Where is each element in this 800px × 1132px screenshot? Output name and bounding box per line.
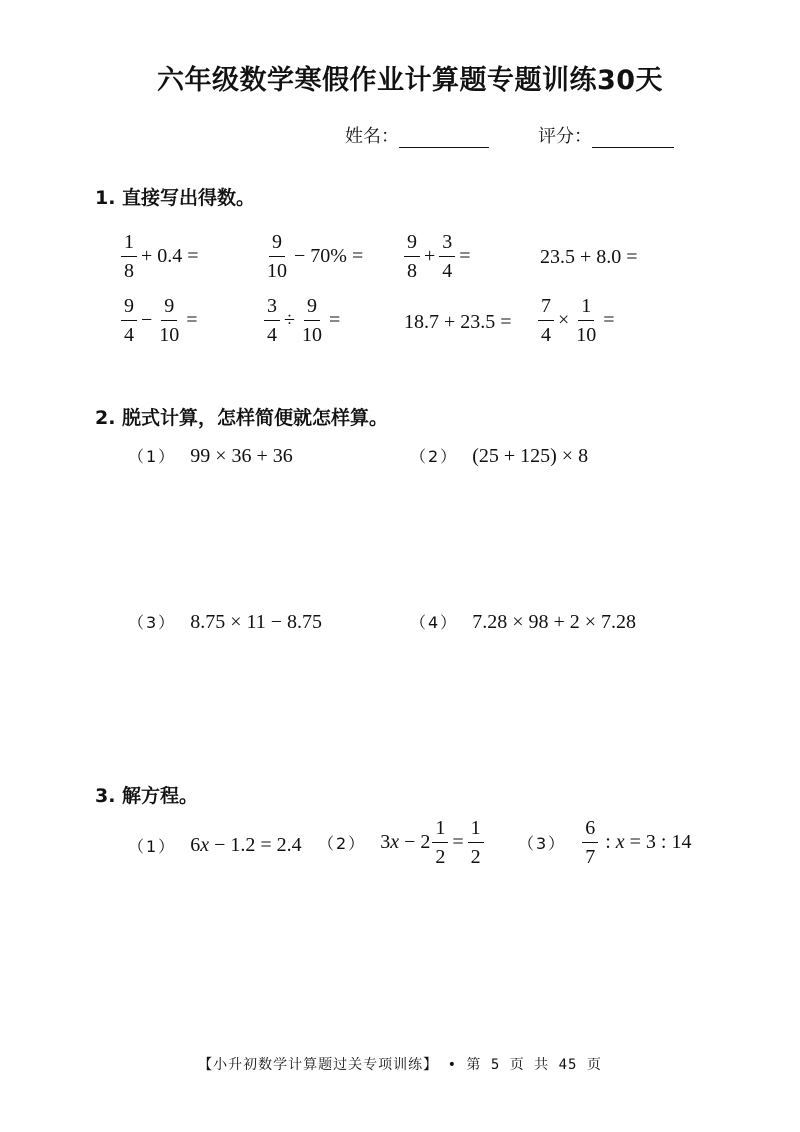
fraction: $\frac{7}{4}$ bbox=[538, 296, 554, 345]
score-blank[interactable] bbox=[592, 127, 674, 148]
problem-2-2: （2） (25 + 125) × 8 bbox=[410, 445, 589, 467]
problem-2-1: （1） 99 × 36 + 36 bbox=[128, 445, 293, 467]
problem-1f: $\frac{3}{4}$ ÷ $\frac{9}{10}$ = bbox=[262, 296, 342, 345]
fraction: $\frac{9}{10}$ bbox=[159, 295, 180, 346]
equation-2: （2） 3 x − 2 $\frac{1}{2}$ = $\frac{1}{2}$ bbox=[318, 818, 486, 867]
problem-1c: $\frac{9}{8}$ + $\frac{3}{4}$ = bbox=[402, 232, 473, 281]
page-title: 六年级数学寒假作业计算题专题训练30天 bbox=[156, 65, 664, 96]
name-field bbox=[345, 122, 489, 148]
score-field bbox=[538, 122, 674, 148]
fraction: $\frac{1}{2}$ bbox=[432, 818, 448, 867]
fraction: $\frac{1}{10}$ bbox=[576, 295, 597, 346]
problem-1d: 23.5 + 8.0 = bbox=[540, 246, 638, 268]
score-label: 评分： bbox=[538, 126, 592, 147]
fraction: $\frac{1}{2}$ bbox=[468, 818, 484, 867]
fraction: $\frac{9}{10}$ bbox=[267, 231, 287, 282]
problem-1g: 18.7 + 23.5 = bbox=[404, 311, 512, 333]
fraction: $\frac{3}{4}$ bbox=[439, 232, 455, 281]
equation-3: （3） $\frac{6}{7}$ : x = 3 : 14 bbox=[518, 817, 692, 868]
equation-1: （1） 6 x − 1.2 = 2.4 bbox=[128, 834, 302, 856]
fraction: $\frac{9}{4}$ bbox=[121, 296, 137, 345]
problem-2-4: （4） 7.28 × 98 + 2 × 7.28 bbox=[410, 611, 637, 633]
problem-1a: $\frac{1}{8}$ + 0.4 = bbox=[119, 232, 201, 281]
name-label: 姓名： bbox=[345, 126, 399, 147]
fraction: $\frac{9}{8}$ bbox=[404, 232, 420, 281]
section2-heading: 2. 脱式计算，怎样简便就怎样算。 bbox=[95, 407, 389, 429]
fraction: $\frac{9}{10}$ bbox=[301, 295, 322, 346]
problem-2-3: （3） 8.75 × 11 − 8.75 bbox=[128, 611, 323, 633]
problem-1e: $\frac{9}{4}$ − $\frac{9}{10}$ = bbox=[119, 296, 200, 345]
section1-heading: 1. 直接写出得数。 bbox=[95, 187, 256, 209]
problem-1b: $\frac{9}{10}$ − 70% = bbox=[262, 232, 365, 281]
page-footer: 【小升初数学计算题过关专项训练】 • 第 5 页 共 45 页 bbox=[198, 1057, 602, 1073]
fraction: $\frac{6}{7}$ bbox=[582, 818, 598, 867]
name-blank[interactable] bbox=[399, 127, 489, 148]
fraction: $\frac{3}{4}$ bbox=[264, 296, 280, 345]
section3-heading: 3. 解方程。 bbox=[95, 785, 199, 807]
problem-1h: $\frac{7}{4}$ × $\frac{1}{10}$ = bbox=[536, 296, 617, 345]
fraction: $\frac{1}{8}$ bbox=[121, 232, 137, 281]
